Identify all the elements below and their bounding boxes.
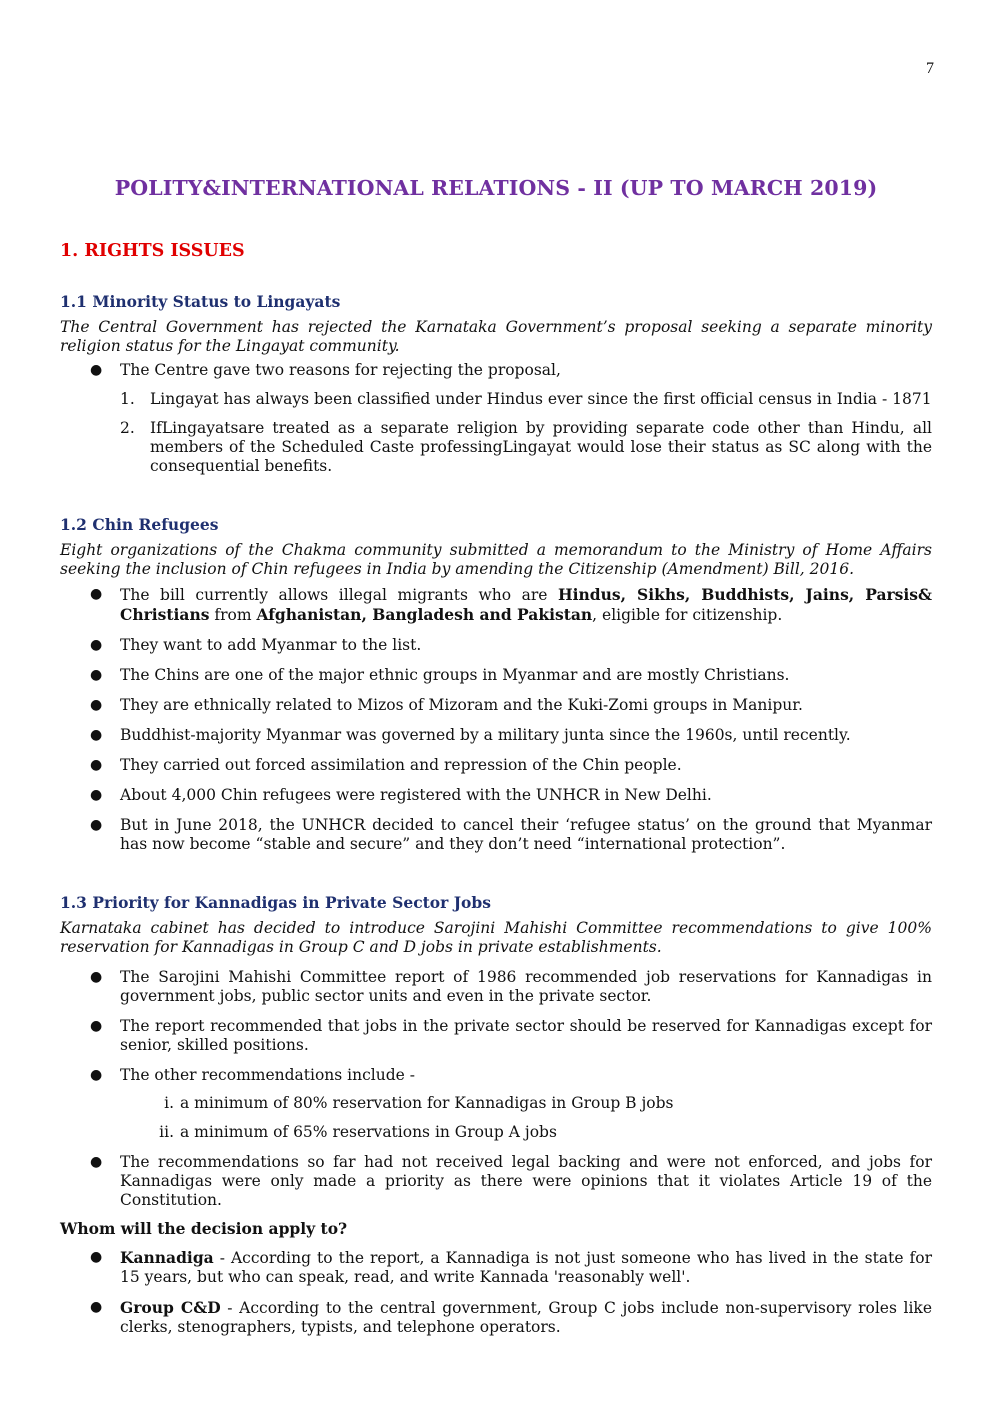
subsection-heading: 1.2 Chin Refugees [60,515,219,534]
bullet-icon: ● [90,727,103,743]
list-item-text: Buddhist-majority Myanmar was governed by a military junta since the 1960s, until recently. [120,726,851,744]
definition-text: - According to the report, a Kannadiga is not just someone who has lived in the state for 15 years, but who can speak, read, and write Kannada 'reasonably well'. [120,1249,932,1286]
bullet-icon: ● [90,1249,103,1265]
bullet-icon: ● [90,1154,103,1170]
list-item-text: The Centre gave two reasons for rejecting the proposal, [120,361,561,379]
text-run: from [209,606,257,624]
bullet-icon: ● [90,969,103,985]
list-item [60,636,932,655]
page-title: POLITY&INTERNATIONAL RELATIONS - II (UP TO MARCH 2019) [114,176,878,200]
bullet-icon: ● [90,1299,103,1315]
list-item [60,390,932,409]
list-item-text: The Chins are one of the major ethnic groups in Myanmar and are mostly Christians. [120,666,790,684]
list-item [60,1123,932,1142]
list-item-text: a minimum of 65% reservations in Group A jobs [180,1123,557,1141]
subsection-heading: 1.3 Priority for Kannadigas in Private Sector Jobs [60,893,491,912]
list-item-text: About 4,000 Chin refugees were registered with the UNHCR in New Delhi. [120,786,712,804]
text-run: The bill currently allows illegal migrants who are [120,586,558,604]
roman-list [60,1094,932,1142]
list-item-text: The report recommended that jobs in the private sector should be reserved for Kannadigas except for senior, skilled positions. [120,1017,932,1054]
list-item-text: They want to add Myanmar to the list. [120,636,422,654]
list-item [60,968,932,1006]
list-item [60,361,932,476]
list-item [60,1066,932,1142]
list-item-text: Lingayat has always been classified under Hindus ever since the first official census in India - 1871 [150,390,932,408]
list-item [60,786,932,805]
bullet-icon: ● [90,586,103,602]
list-item-text: The Sarojini Mahishi Committee report of 1986 recommended job reservations for Kannadigas in government jobs, public sector units and even in the private sector. [120,968,932,1005]
bullet-list [60,361,932,476]
text-run: , eligible for citizenship. [592,606,783,624]
item-number: 1. [120,390,135,408]
section-heading: 1. RIGHTS ISSUES [60,241,245,261]
list-item [60,1017,932,1055]
list-item-text: a minimum of 80% reservation for Kannadigas in Group B jobs [180,1094,674,1112]
list-item [60,756,932,775]
item-number: i. [164,1094,174,1112]
bullet-icon: ● [90,787,103,803]
definition-text: - According to the central government, Group C jobs include non-supervisory roles like clerks, stenographers, typists, and telephone operators. [120,1299,932,1336]
question-heading: Whom will the decision apply to? [60,1219,348,1238]
list-item [60,419,932,476]
bullet-icon: ● [90,697,103,713]
list-item [60,1094,932,1113]
list-item-text: The other recommendations include - [120,1066,415,1084]
item-number: 2. [120,419,135,437]
list-item [60,816,932,854]
numbered-list [60,390,932,476]
bullet-icon: ● [90,817,103,833]
list-item-text: But in June 2018, the UNHCR decided to cancel their ‘refugee status’ on the ground that Myanmar has now become “stable and secure” and they don’t need “international protection”. [120,816,932,853]
bullet-icon: ● [90,362,103,378]
list-item [60,1153,932,1210]
list-item [60,726,932,745]
bullet-icon: ● [90,637,103,653]
bullet-icon: ● [90,1067,103,1083]
list-item-text: The recommendations so far had not received legal backing and were not enforced, and jobs for Kannadigas were only made a priority as there were opinions that it violates Article 19 of the Constitution. [120,1153,932,1209]
definition-list [60,1248,932,1337]
item-number: ii. [159,1123,174,1141]
list-item-text: They carried out forced assimilation and repression of the Chin people. [120,756,682,774]
definition-term: Kannadiga [120,1248,214,1267]
subsection-kannadiga-priority [60,893,932,1348]
bullet-icon: ● [90,667,103,683]
subsection-intro: Karnataka cabinet has decided to introduce Sarojini Mahishi Committee recommendations to give 100% reservation for Kannadigas in Group C and D jobs in private establishments. [60,919,932,956]
bold-text: Afghanistan, Bangladesh and Pakistan [256,605,593,624]
list-item-text: They are ethnically related to Mizos of Mizoram and the Kuki-Zomi groups in Manipur. [120,696,803,714]
definition-term: Group C&D [120,1298,221,1317]
list-item [60,1248,932,1287]
list-item-text: IfLingayatsare treated as a separate religion by providing separate code other than Hindu, all members of the Scheduled Caste professingLingayat would lose their status as SC along with the consequential benefits. [150,419,932,475]
list-item [60,696,932,715]
bold-text: Hindus, Sikhs, Buddhists, Jains, Parsis& Christians [120,585,932,624]
subsection-chin-refugees [60,515,932,865]
subsection-minority-status [60,292,932,487]
subsection-heading: 1.1 Minority Status to Lingayats [60,292,341,311]
bullet-list [60,968,932,1210]
list-item [60,1298,932,1337]
bullet-list [60,585,932,854]
bullet-icon: ● [90,1018,103,1034]
subsection-intro: The Central Government has rejected the Karnataka Government’s proposal seeking a separate minority religion status for the Lingayat community. [60,318,932,355]
list-item [60,666,932,685]
subsection-intro: Eight organizations of the Chakma community submitted a memorandum to the Ministry of Home Affairs seeking the inclusion of Chin refugees in India by amending the Citizenship (Amendment) Bill, 2016. [60,541,932,578]
page-number: 7 [926,60,934,77]
list-item [60,585,932,625]
bullet-icon: ● [90,757,103,773]
